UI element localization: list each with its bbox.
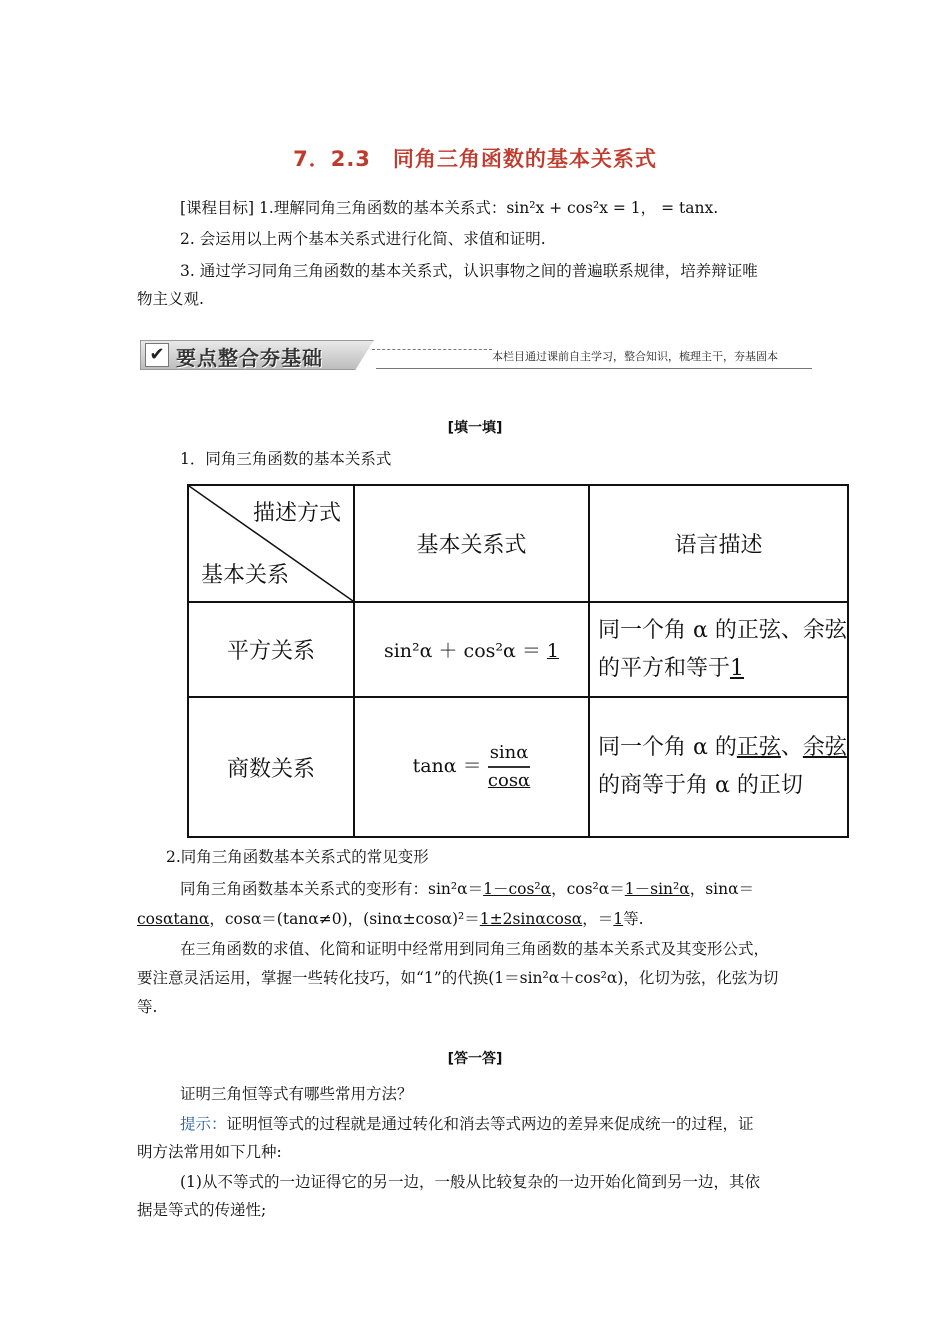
relations-table [187,484,849,838]
course-goal-tag: [课程目标] [180,199,255,217]
variants-line-2 [137,909,644,929]
row-language [589,697,848,837]
language-line-1 [598,729,847,767]
hint-label: 提示： [180,1115,227,1133]
header-language: 语言描述 [589,485,848,602]
language-line-2: 的商等于角 α 的正切 [598,773,803,798]
header-formula: 基本关系式 [354,485,589,602]
row-formula [354,602,589,697]
course-goal-3-line2: 物主义观. [137,290,204,308]
fraction [488,740,531,794]
table-row [188,697,848,837]
text: 等. [623,910,644,928]
section2-heading: 2.同角三角函数基本关系式的常见变形 [166,848,429,866]
blank: 1 [613,910,624,928]
blank: 1－sin²α [624,880,690,898]
language-text: 的平方和等于 [598,655,731,681]
course-goal-1-text: 1.理解同角三角函数的基本关系式：sin²x + cos²x = 1， = tanx. [259,199,719,217]
question: 证明三角恒等式有哪些常用方法？ [180,1085,413,1103]
formula-text: sin²α ＋ cos²α ＝ [383,640,547,662]
method-1-line-2: 据是等式的传递性; [137,1201,267,1219]
language-line-2 [598,650,847,688]
blank: cosαtanα [137,910,210,928]
language-blank: 1 [730,655,745,681]
text: ，cos²α＝ [551,880,625,898]
language-line-1: 同一个角 α 的正弦、余弦 [598,617,847,643]
section-banner [140,340,812,370]
hint-line-1 [180,1114,754,1134]
language-sep: 、 [780,735,803,760]
paragraph-line: 要注意灵活运用，掌握一些转化技巧，如“1”的代换(1＝sin²α＋cos²α)，化切为弦，化弦为切 [137,969,779,987]
blank: 1±2sinαcosα [479,910,583,928]
course-goal-3-line1: 3. 通过学习同角三角函数的基本关系式，认识事物之间的普遍联系规律，培养辩证唯 [180,262,758,280]
banner-title: 要点整合夯基础 [176,346,323,370]
language-blank-sine: 正弦 [736,735,781,760]
blank: 1－cos²α [483,880,552,898]
fraction-numerator: sinα [488,740,531,768]
table-header-diagonal [188,485,354,602]
diag-bottom-label: 基本关系 [201,563,290,588]
answer-section-heading: [答一答] [447,1051,503,1067]
text: ，cosα＝(tanα≠0)，(sinα±cosα)²＝ [209,910,480,928]
banner-note: 本栏目通过课前自主学习，整合知识，梳理主干，夯基固本 [492,350,778,363]
fill-section-heading: [填一填] [447,420,503,436]
hint-line-2: 明方法常用如下几种: [137,1143,282,1161]
table-row [188,602,848,697]
diag-top-label: 描述方式 [252,501,341,526]
page-title: 7．2.3 同角三角函数的基本关系式 [293,147,657,171]
banner-rule [376,368,812,369]
banner-dashes [372,349,492,350]
text: 同角三角函数基本关系式的变形有：sin²α＝ [180,880,484,898]
checkmark-icon: ✔ [145,343,169,367]
fraction-denominator: cosα [487,770,531,791]
hint-text: 证明恒等式的过程就是通过转化和消去等式两边的差异来促成统一的过程，证 [226,1115,754,1133]
method-1-line-1: (1)从不等式的一边证得它的另一边，一般从比较复杂的一边开始化简到另一边，其依 [180,1173,760,1191]
language-text: 同一个角 α 的 [598,735,737,760]
row-name: 平方关系 [188,602,354,697]
text: ，sinα＝ [689,880,755,898]
fill-item-1: 1．同角三角函数的基本关系式 [180,450,392,468]
variants-line-1 [180,879,754,899]
course-goal-1 [180,198,718,218]
row-language [589,602,848,697]
text: ，＝ [582,910,614,928]
course-goal-2: 2. 会运用以上两个基本关系式进行化简、求值和证明. [180,230,546,248]
paragraph-line: 在三角函数的求值、化简和证明中经常用到同角三角函数的基本关系式及其变形公式， [180,940,770,958]
formula-text: tanα ＝ [412,755,482,777]
paragraph-line: 等. [137,998,158,1016]
row-formula [354,697,589,837]
formula-blank: 1 [546,640,560,662]
row-name: 商数关系 [188,697,354,837]
language-blank-cosine: 余弦 [802,735,847,760]
